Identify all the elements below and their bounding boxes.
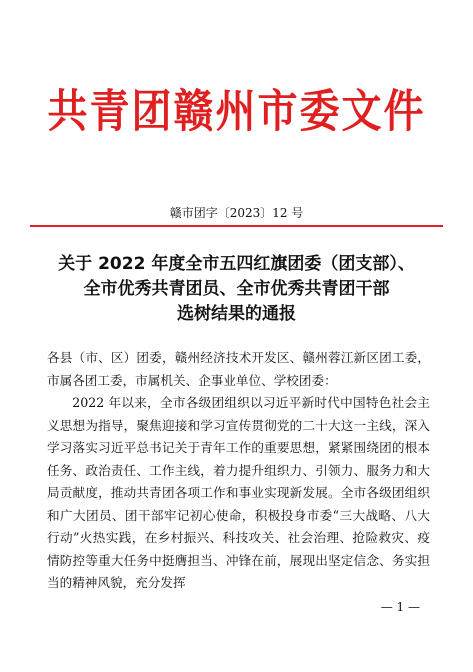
title-line: 选树结果的通报 [177,304,296,324]
addressee: 各县（市、区）团委，赣州经济技术开发区、赣州蓉江新区团工委，市属各团工委，市属机关、企事业单位、学校团委： [47,350,430,388]
header-divider [30,225,443,227]
document-title [20,252,453,327]
title-line: 关于 2022 年度全市五四红旗团委（团支部）、 [58,254,415,274]
title-line: 全市优秀共青团员、全市优秀共青团干部 [83,279,390,299]
document-number: 赣市团字〔2023〕12 号 [169,206,304,220]
body-paragraph: 2022 年以来，全市各级团组织以习近平新时代中国特色社会主义思想为指导，聚焦迎接和学习宣传贯彻党的二十大这一主线，深入学习落实习近平总书记关于青年工作的重要思想，紧紧围绕团的根本任务、政治责任、工作主线，着力提升组织力、引领力、服务力和大局贡献度，推动共青团各项工作和事业实现新发展。全市各级团组织和广大团员、团干部牢记初心使命，积极投身市委“三大战略、八大行动”火热实践，在乡村振兴、科技攻关、社会治理、抢险救灾、疫情防控等重大任务中挺膺担当、冲锋在前，展现出坚定信念、务实担当的精神风貌，充分发挥 [47,395,430,590]
document-header: 共青团赣州市委文件 [47,86,426,138]
page-number: — 1 — [380,600,420,614]
